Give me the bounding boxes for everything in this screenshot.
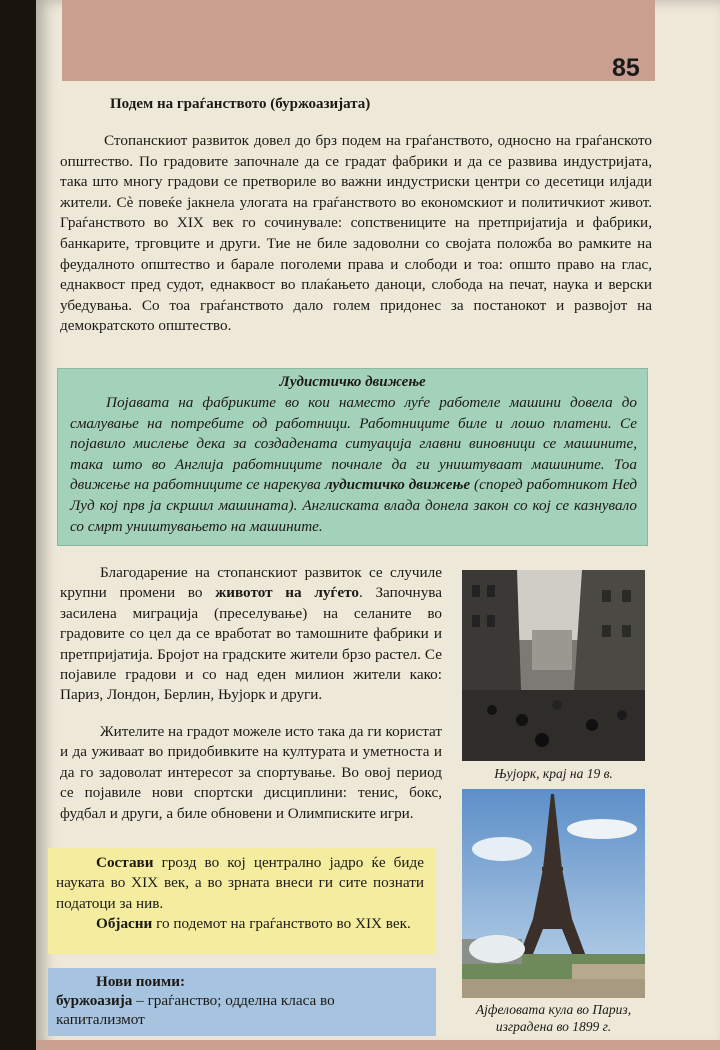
new-terms-title: Нови поими: xyxy=(96,973,186,990)
paragraph-life-changes: Благодарение на стопанскиот развиток се случиле крупни промени во животот на луѓето. Започнува засилена миграција (преселување) на селаните во градовите со цел да се вработат во тамошните фабрики и претпријатија. Бројот на градските жители брзо растел. Се појавиле градови и со над еден милион жители како: Париз, Лондон, Берлин, Њујорк и други. xyxy=(60,564,442,704)
intro-paragraph: Стопанскиот развиток довел до брз подем на граѓанството, односно на граѓанското општество. По градовите започнале да се градат фабрики и да се развива индустријата, така што многу градови се претвориле во важни индустриски центри со десетици илјади жители. Сè повеќе јакнела улогата на граѓанството во економскиот и политичкиот живот. Граѓанството во XIX век го сочинувале: сопствениците на претпријатија и фабрики, банкарите, трговците и други. Тие не биле задоволни со својата положба во рамките на феудалното општество и барале поголеми права и слободи и тоа: општо право на глас, еднаквост пред судот, еднаквост во плаќањето даноци, слобода на печат, наука и верски убедувања. Со тоа граѓанството дало голем придонес за постанокот и развојот на демократското општество. xyxy=(60,132,652,335)
new-york-photo xyxy=(462,570,645,761)
eiffel-tower-photo xyxy=(462,789,645,998)
section-title: Подем на граѓанството (буржоазијата) xyxy=(110,96,371,112)
bottom-strip xyxy=(36,1040,720,1050)
task-explain: Објасни го подемот на граѓанството во XIX век. xyxy=(96,915,411,933)
task-compose: Состави грозд во кој централно јадро ќе биде науката во XIX век, а во зрната внеси ги сите познати податоци за нив. xyxy=(56,854,424,912)
new-york-street-image xyxy=(462,570,645,761)
life-of-people-term: животот на луѓето xyxy=(215,584,359,602)
eiffel-tower-caption: Ајфеловата кула во Париз, изградена во 1899 г. xyxy=(475,1002,632,1034)
header-band xyxy=(62,0,655,81)
page-number: 85 xyxy=(612,54,640,82)
eiffel-tower-image xyxy=(462,789,645,998)
task-box xyxy=(48,848,436,954)
luddite-movement-box xyxy=(57,368,648,546)
luddite-box-title: Лудистичко движење xyxy=(279,374,426,390)
new-terms-box xyxy=(48,968,436,1036)
luddite-box-text: Појавата на фабриките во кои наместо луѓе работеле машини довела до смалување на потребите од работници. Работниците биле и лошо платени. Се појавило мислење дека за создадената ситуација главни виновници се машините, така што во Англија работниците почнале да ги уништуваат машините. Тоа движење на работниците се нарекува лудистичко движење (според работникот Нед Луд кој прв ја скршил машината). Англиската влада донела закон со кој се казнувало со смрт уништувањето на машините. xyxy=(70,394,637,535)
new-york-caption: Њујорк, крај на 19 в. xyxy=(494,766,613,781)
paragraph-culture-sports: Жителите на градот можеле исто така да ги користат и да уживаат во придобивките на културата и уметноста и да го задоволат интересот за спортување. Во овој период се појавиле нови спортски дисциплини: тенис, бокс, фудбал и други, а биле обновени и Олимписките игри. xyxy=(60,723,442,822)
term-definition: буржоазија – граѓанство; одделна класа во капитализмот xyxy=(56,992,335,1028)
luddite-term: лудистичко движење xyxy=(324,476,471,494)
